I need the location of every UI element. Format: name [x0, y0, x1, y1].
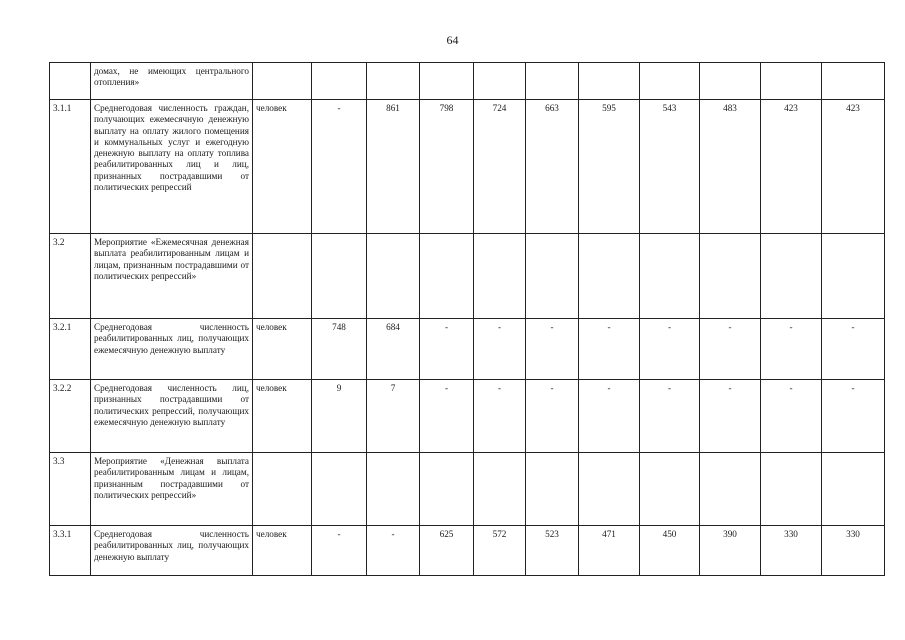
value-cell: 390	[700, 526, 761, 576]
value-cell: -	[312, 100, 367, 234]
value-cell: 798	[420, 100, 474, 234]
value-cell	[312, 453, 367, 526]
value-cell	[822, 234, 885, 319]
value-cell: 543	[640, 100, 700, 234]
value-cell: 483	[700, 100, 761, 234]
row-unit: человек	[253, 526, 312, 576]
value-cell: 9	[312, 380, 367, 453]
value-cell	[761, 234, 822, 319]
value-cell: -	[367, 526, 420, 576]
row-code: 3.1.1	[50, 100, 91, 234]
value-cell: 625	[420, 526, 474, 576]
value-cell	[420, 63, 474, 100]
value-cell	[640, 234, 700, 319]
value-cell: 684	[367, 319, 420, 380]
value-cell	[474, 453, 526, 526]
value-cell	[579, 453, 640, 526]
value-cell	[700, 453, 761, 526]
value-cell: -	[822, 319, 885, 380]
value-cell: -	[761, 319, 822, 380]
value-cell: -	[420, 380, 474, 453]
row-name: Мероприятие «Денежная выплата реабилитированным лицам и лицам, признанным пострадавшими от политических репрессий»	[91, 453, 253, 526]
value-cell: -	[526, 380, 579, 453]
value-cell: 572	[474, 526, 526, 576]
value-cell: -	[761, 380, 822, 453]
row-name: домах, не имеющих центрального отопления»	[91, 63, 253, 100]
value-cell	[822, 63, 885, 100]
table-body	[50, 63, 885, 576]
value-cell	[312, 234, 367, 319]
value-cell	[420, 453, 474, 526]
value-cell: 663	[526, 100, 579, 234]
value-cell: -	[579, 380, 640, 453]
value-cell	[640, 63, 700, 100]
value-cell: -	[640, 319, 700, 380]
value-cell: 423	[822, 100, 885, 234]
value-cell	[526, 234, 579, 319]
table-row	[50, 100, 885, 234]
value-cell	[579, 234, 640, 319]
value-cell	[367, 63, 420, 100]
value-cell: -	[640, 380, 700, 453]
value-cell	[640, 453, 700, 526]
row-unit	[253, 63, 312, 100]
value-cell: -	[700, 319, 761, 380]
value-cell	[700, 63, 761, 100]
value-cell: 471	[579, 526, 640, 576]
value-cell: 861	[367, 100, 420, 234]
row-code: 3.3	[50, 453, 91, 526]
value-cell: -	[420, 319, 474, 380]
value-cell: -	[312, 526, 367, 576]
row-unit: человек	[253, 380, 312, 453]
value-cell	[526, 453, 579, 526]
row-unit: человек	[253, 319, 312, 380]
value-cell: -	[474, 380, 526, 453]
value-cell: 7	[367, 380, 420, 453]
row-unit: человек	[253, 100, 312, 234]
value-cell: -	[579, 319, 640, 380]
row-name: Среднегодовая численность реабилитированных лиц, получающих ежемесячную денежную выплату	[91, 319, 253, 380]
value-cell: -	[700, 380, 761, 453]
value-cell: 330	[761, 526, 822, 576]
row-unit	[253, 453, 312, 526]
value-cell	[474, 63, 526, 100]
table-row	[50, 319, 885, 380]
value-cell: -	[822, 380, 885, 453]
table-row	[50, 526, 885, 576]
value-cell	[700, 234, 761, 319]
value-cell	[761, 63, 822, 100]
value-cell	[822, 453, 885, 526]
value-cell: 450	[640, 526, 700, 576]
value-cell: 423	[761, 100, 822, 234]
value-cell: 523	[526, 526, 579, 576]
value-cell	[761, 453, 822, 526]
value-cell	[420, 234, 474, 319]
page-number: 64	[446, 33, 459, 47]
row-name: Среднегодовая численность граждан, получающих ежемесячную денежную выплату на оплату жилого помещения и коммунальных услуг и ежегодную денежную выплату на оплату топлива реабилитированных лиц и лиц, признанных пострадавшими от политических репрессий	[91, 100, 253, 234]
value-cell: 595	[579, 100, 640, 234]
value-cell: 748	[312, 319, 367, 380]
row-name: Мероприятие «Ежемесячная денежная выплата реабилитированным лицам и лицам, признанным пострадавшими от политических репрессий»	[91, 234, 253, 319]
table-row	[50, 234, 885, 319]
row-code: 3.2	[50, 234, 91, 319]
table-row	[50, 380, 885, 453]
table-row	[50, 63, 885, 100]
value-cell	[474, 234, 526, 319]
row-code: 3.2.1	[50, 319, 91, 380]
value-cell	[367, 453, 420, 526]
value-cell: -	[526, 319, 579, 380]
row-code	[50, 63, 91, 100]
value-cell: 724	[474, 100, 526, 234]
row-name: Среднегодовая численность реабилитированных лиц, получающих денежную выплату	[91, 526, 253, 576]
value-cell	[312, 63, 367, 100]
indicators-table	[49, 62, 885, 576]
value-cell: -	[474, 319, 526, 380]
row-name: Среднегодовая численность лиц, признанных пострадавшими от политических репрессий, получающих ежемесячную денежную выплату	[91, 380, 253, 453]
value-cell	[526, 63, 579, 100]
table-row	[50, 453, 885, 526]
value-cell	[367, 234, 420, 319]
row-code: 3.3.1	[50, 526, 91, 576]
value-cell: 330	[822, 526, 885, 576]
row-unit	[253, 234, 312, 319]
row-code: 3.2.2	[50, 380, 91, 453]
value-cell	[579, 63, 640, 100]
